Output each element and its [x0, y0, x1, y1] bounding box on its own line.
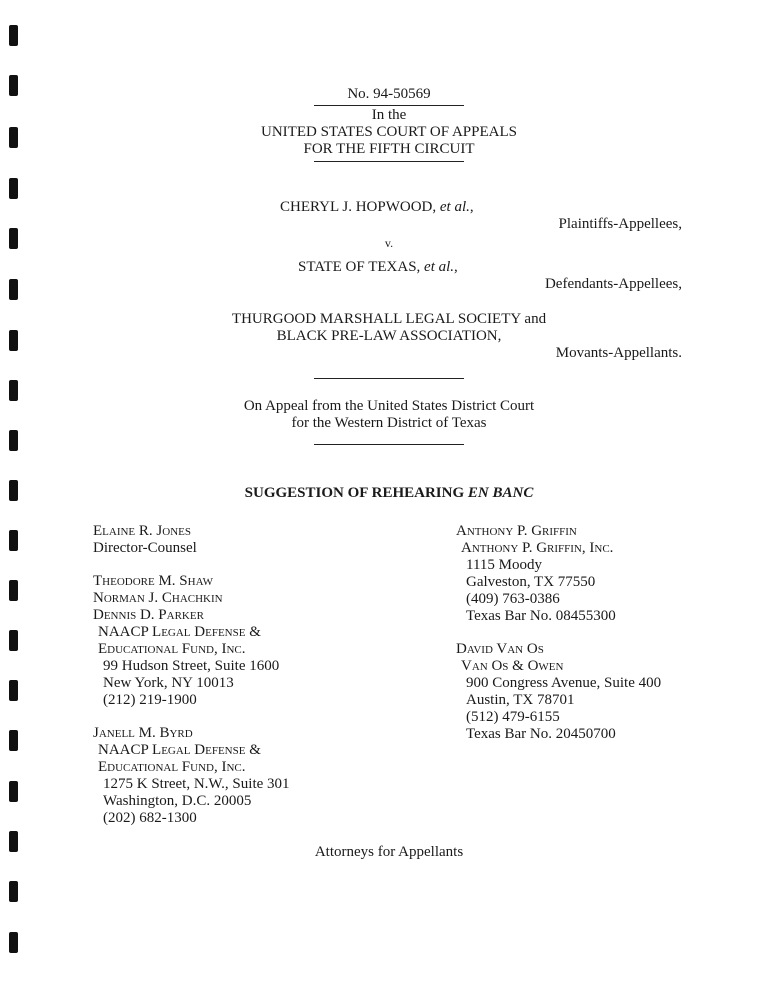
court-line-1: In the	[371, 107, 407, 123]
party-defendant	[298, 259, 458, 276]
address-line: 1275 K Street, N.W., Suite 301	[103, 776, 290, 792]
binder-hole	[9, 881, 18, 902]
movant-role: Movants-Appellants.	[555, 345, 682, 361]
spacer	[93, 557, 290, 573]
versus: v.	[384, 236, 394, 250]
attorney-name: Elaine R. Jones	[93, 523, 191, 539]
phone-number: (409) 763-0386	[466, 591, 560, 607]
document-title	[139, 484, 639, 502]
address-line: Austin, TX 78701	[466, 692, 575, 708]
binder-hole	[9, 580, 18, 601]
binder-hole	[9, 630, 18, 651]
phone-number: (202) 682-1300	[103, 810, 197, 826]
spacer	[93, 709, 290, 725]
party-defendant-name: STATE OF TEXAS,	[298, 259, 421, 275]
binder-hole	[9, 75, 18, 96]
binder-hole	[9, 430, 18, 451]
address-line: Galveston, TX 77550	[466, 574, 596, 590]
binder-hole	[9, 781, 18, 802]
divider-line	[314, 444, 464, 445]
address-line: New York, NY 10013	[103, 675, 234, 691]
firm-name: Van Os & Owen	[461, 658, 564, 674]
organization-name: Educational Fund, Inc.	[98, 641, 246, 657]
phone-number: (212) 219-1900	[103, 692, 197, 708]
binder-hole	[9, 127, 18, 148]
docket-number: No. 94-50569	[347, 86, 431, 102]
attorney-title: Director-Counsel	[93, 540, 197, 556]
address-line: 99 Hudson Street, Suite 1600	[103, 658, 280, 674]
divider-line	[314, 378, 464, 379]
organization-name: NAACP Legal Defense &	[98, 742, 261, 758]
address-line: 1115 Moody	[466, 557, 542, 573]
binder-hole	[9, 680, 18, 701]
movant-line-1: THURGOOD MARSHALL LEGAL SOCIETY and	[231, 311, 547, 327]
party-plaintiff	[280, 199, 474, 216]
party-defendant-comma: ,	[454, 259, 458, 275]
binder-hole	[9, 530, 18, 551]
address-line: Washington, D.C. 20005	[103, 793, 252, 809]
bar-number: Texas Bar No. 08455300	[466, 608, 616, 624]
organization-name: NAACP Legal Defense &	[98, 624, 261, 640]
defendant-role: Defendants-Appellees,	[544, 276, 682, 292]
court-line-3: FOR THE FIFTH CIRCUIT	[303, 141, 475, 157]
document-title-main: SUGGESTION OF REHEARING	[244, 485, 465, 501]
appeal-line-2: for the Western District of Texas	[291, 415, 487, 431]
binder-hole	[9, 25, 18, 46]
movant-line-2: BLACK PRE-LAW ASSOCIATION,	[276, 328, 502, 344]
organization-name: Educational Fund, Inc.	[98, 759, 246, 775]
attorney-name: David Van Os	[456, 641, 544, 657]
attorney-name: Anthony P. Griffin	[456, 523, 577, 539]
binder-hole	[9, 380, 18, 401]
attorney-name: Norman J. Chachkin	[93, 590, 223, 606]
binder-hole	[9, 178, 18, 199]
attorney-name: Janell M. Byrd	[93, 725, 193, 741]
party-defendant-etal: et al.	[424, 259, 455, 275]
binder-hole	[9, 831, 18, 852]
binder-hole	[9, 228, 18, 249]
counsel-right-column	[456, 523, 661, 743]
spacer	[456, 625, 661, 641]
phone-number: (512) 479-6155	[466, 709, 560, 725]
attorneys-for-label: Attorneys for Appellants	[314, 844, 464, 860]
divider-line	[314, 105, 464, 106]
attorney-name: Dennis D. Parker	[93, 607, 204, 623]
binder-hole	[9, 932, 18, 953]
plaintiff-role: Plaintiffs-Appellees,	[558, 216, 682, 232]
court-line-2: UNITED STATES COURT OF APPEALS	[261, 124, 517, 140]
counsel-left-column	[93, 523, 290, 827]
attorney-name: Theodore M. Shaw	[93, 573, 214, 589]
binder-hole	[9, 279, 18, 300]
firm-name: Anthony P. Griffin, Inc.	[461, 540, 614, 556]
document-title-italic: EN BANC	[467, 485, 534, 501]
party-plaintiff-comma: ,	[469, 199, 474, 215]
binder-hole	[9, 730, 18, 751]
divider-line	[314, 161, 464, 162]
party-plaintiff-name: CHERYL J. HOPWOOD,	[280, 199, 437, 215]
binder-hole	[9, 330, 18, 351]
appeal-line-1: On Appeal from the United States District Court	[243, 398, 535, 414]
address-line: 900 Congress Avenue, Suite 400	[466, 675, 662, 691]
binder-holes	[9, 0, 21, 984]
binder-hole	[9, 480, 18, 501]
bar-number: Texas Bar No. 20450700	[466, 726, 616, 742]
party-plaintiff-etal: et al.	[439, 199, 470, 215]
